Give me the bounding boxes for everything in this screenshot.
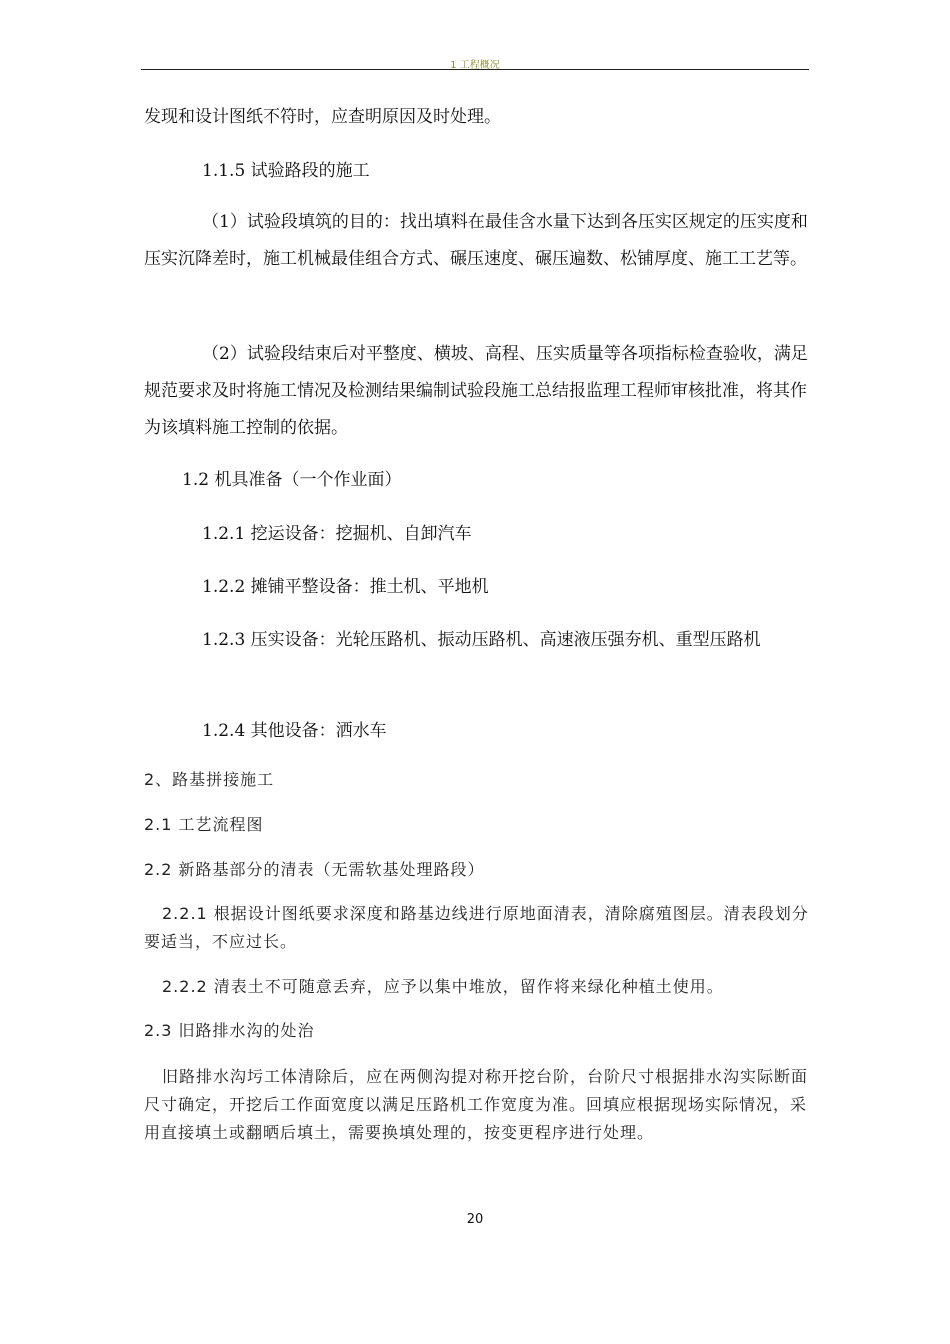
heading-1-2-4: 1.2.4 其他设备：洒水车 — [202, 721, 387, 741]
heading-2: 2、路基拼接施工 — [144, 770, 275, 789]
heading-1-2: 1.2 机具准备（一个作业面） — [182, 470, 402, 490]
paragraph-2-2-2: 2.2.2 清表土不可随意丢弃，应予以集中堆放，留作将来绿化种植土使用。 — [162, 977, 724, 996]
heading-1-2-1: 1.2.1 挖运设备：挖掘机、自卸汽车 — [202, 524, 472, 544]
paragraph-2-3-1: 旧路排水沟圬工体清除后，应在两侧沟提对称开挖台阶，台阶尺寸根据排水沟实际断面尺寸确定，开挖后工作面宽度以满足压路机工作宽度为准。回填应根据现场实际情况，采用直接填土或翻晒后填土，需要换填处理的，按变更程序进行处理。 — [144, 1067, 809, 1142]
paragraph-trial-purpose: （1）试验段填筑的目的：找出填料在最佳含水量下达到各压实区规定的压实度和压实沉降差时，施工机械最佳组合方式、碾压速度、碾压遍数、松铺厚度、施工工艺等。 — [144, 212, 808, 269]
header-rule — [141, 69, 809, 70]
page-number: 20 — [466, 1212, 484, 1227]
heading-1-1-5: 1.1.5 试验路段的施工 — [202, 161, 370, 181]
heading-2-1: 2.1 工艺流程图 — [144, 815, 264, 834]
heading-2-2: 2.2 新路基部分的清表（无需软基处理路段） — [144, 860, 485, 879]
paragraph-2-2-1: 2.2.1 根据设计图纸要求深度和路基边线进行原地面清表，清除腐殖图层。清表段划分要适当，不应过长。 — [144, 904, 809, 951]
heading-1-2-2: 1.2.2 摊铺平整设备：推土机、平地机 — [202, 577, 489, 597]
paragraph-trial-acceptance: （2）试验段结束后对平整度、横坡、高程、压实质量等各项指标检查验收，满足规范要求及时将施工情况及检测结果编制试验段施工总结报监理工程师审核批准，将其作为该填料施工控制的依据。 — [144, 344, 808, 438]
heading-2-3: 2.3 旧路排水沟的处治 — [144, 1021, 315, 1040]
paragraph-continuation: 发现和设计图纸不符时，应查明原因及时处理。 — [144, 107, 501, 127]
heading-1-2-3: 1.2.3 压实设备：光轮压路机、振动压路机、高速液压强夯机、重型压路机 — [202, 630, 761, 650]
running-header: 1 工程概况 — [450, 60, 500, 71]
